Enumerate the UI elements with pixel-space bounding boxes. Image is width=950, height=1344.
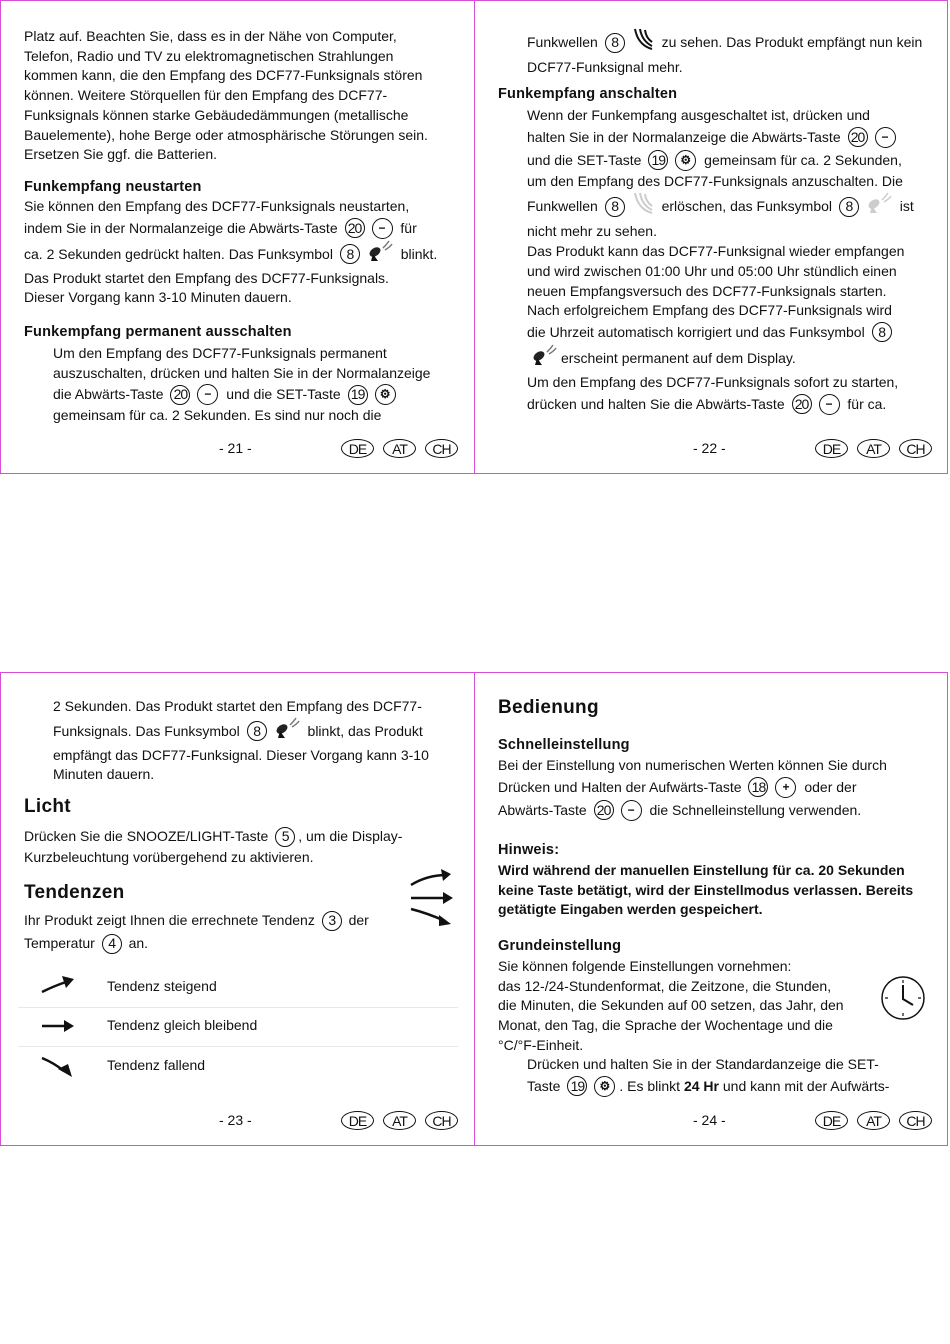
text-line	[527, 106, 937, 126]
text: Bedienung	[498, 697, 599, 718]
callout-number-20: 20	[345, 218, 365, 238]
section-heading	[498, 841, 937, 861]
text: getätigte Eingaben werden gespeichert.	[498, 901, 763, 918]
trend-row-rising	[18, 968, 458, 1008]
text-line	[24, 106, 464, 126]
text: Nach erfolgreichem Empfang des DCF77-Funksignals wird	[527, 302, 892, 319]
text-line	[498, 937, 937, 957]
paragraph	[498, 957, 937, 1056]
trend-falling-icon	[40, 1053, 76, 1079]
country-codes	[341, 439, 458, 458]
text-line	[24, 288, 464, 308]
text: empfängt das DCF77-Funksignal. Dieser Vorgang kann 3-10	[53, 746, 429, 763]
text: , um die Display-	[298, 828, 403, 844]
callout-number-20: 20	[594, 800, 614, 820]
text: Wird während der manuellen Einstellung für ca. 20 Sekunden	[498, 862, 905, 878]
trend-label: Tendenz gleich bleibend	[107, 1017, 258, 1033]
waves-icon	[632, 27, 654, 58]
text-line	[498, 900, 937, 920]
text-line	[498, 861, 937, 881]
manual-page-23	[0, 672, 474, 1146]
antenna-icon	[274, 717, 300, 746]
text: blinkt.	[396, 245, 438, 262]
text: und wird zwischen 01:00 Uhr und 05:00 Uhr stündlich einen	[527, 262, 897, 279]
paragraph	[498, 756, 937, 822]
set-key-icon: ⚙	[594, 1076, 615, 1097]
text-line	[498, 85, 937, 105]
text-line	[527, 58, 937, 78]
country-code-ch: CH	[899, 439, 932, 458]
page-number: - 24 -	[693, 1112, 726, 1128]
callout-number-8: 8	[605, 197, 625, 217]
text-line	[24, 883, 464, 903]
text: Wenn der Funkempfang ausgeschaltet ist, drücken und	[527, 107, 870, 123]
text: DCF77-Funksignal mehr.	[527, 59, 683, 75]
text-line	[527, 172, 937, 192]
text: der	[344, 912, 369, 928]
text: Ersetzen Sie ggf. die Batterien.	[24, 146, 217, 163]
section-title	[498, 698, 937, 718]
callout-number-20: 20	[170, 385, 190, 405]
text-line	[498, 977, 937, 997]
country-codes	[341, 1111, 458, 1130]
callout-number-19: 19	[348, 385, 368, 405]
text: Sie können den Empfang des DCF77-Funksignals neustarten,	[24, 198, 410, 214]
text: Bauelemente), hohe Berge oder atmosphärische Störungen sein.	[24, 126, 428, 143]
bold-text: 24 Hr	[683, 1077, 719, 1094]
section-heading	[498, 736, 937, 756]
text-line	[53, 717, 464, 746]
manual-page-21	[0, 0, 474, 474]
country-code-ch: CH	[899, 1111, 932, 1130]
text-line	[24, 240, 464, 269]
country-code-de: DE	[341, 1111, 374, 1130]
page-footer	[1, 1111, 474, 1131]
text-line	[498, 776, 937, 799]
text-line	[498, 1016, 937, 1036]
text-line	[527, 222, 937, 242]
text: Um den Empfang des DCF77-Funksignals sofort zu starten,	[527, 373, 899, 390]
text: Das Produkt startet den Empfang des DCF77-Funksignals.	[24, 269, 389, 286]
text-line	[24, 197, 464, 217]
paragraph	[527, 1055, 937, 1098]
country-code-de: DE	[341, 439, 374, 458]
plus-key-icon: +	[775, 777, 796, 798]
text: Drücken Sie die SNOOZE/LIGHT-Taste	[24, 828, 273, 844]
text: Temperatur	[24, 935, 99, 951]
section-heading	[24, 323, 464, 343]
text: Drücken und halten Sie in der Standardanzeige die SET-	[527, 1056, 879, 1072]
country-code-at: AT	[857, 439, 890, 458]
callout-number-19: 19	[648, 150, 668, 170]
text: Bei der Einstellung von numerischen Werten können Sie durch	[498, 757, 887, 773]
page-footer	[475, 1111, 947, 1131]
text: und die SET-Taste	[527, 151, 646, 168]
text-line	[527, 1055, 937, 1075]
text-line	[527, 321, 937, 344]
text: blinkt, das Produkt	[303, 722, 423, 739]
text-line	[24, 126, 464, 146]
text-line	[498, 996, 937, 1016]
text-line	[53, 697, 464, 717]
text-line	[53, 406, 464, 426]
minus-key-icon: −	[875, 127, 896, 148]
text: °C/°F-Einheit.	[498, 1036, 584, 1053]
text: Dieser Vorgang kann 3-10 Minuten dauern.	[24, 289, 292, 306]
text: Kurzbeleuchtung vorübergehend zu aktivieren.	[24, 849, 314, 865]
text-line	[24, 323, 464, 343]
text: gemeinsam für ca. 2 Sekunden,	[700, 151, 902, 168]
paragraph	[24, 825, 464, 868]
section-title	[24, 797, 464, 817]
page-footer	[475, 439, 947, 459]
text: Drücken und Halten der Aufwärts-Taste	[498, 778, 746, 795]
text: halten Sie in der Normalanzeige die Abwärts-Taste	[527, 128, 845, 145]
text-line	[498, 799, 937, 822]
text: Um den Empfang des DCF77-Funksignals permanent	[53, 345, 387, 361]
text: die Uhrzeit automatisch korrigiert und das Funksymbol	[527, 323, 869, 340]
clock-icon	[880, 975, 926, 1021]
text-line	[527, 126, 937, 149]
antenna-icon	[531, 344, 557, 373]
text: nicht mehr zu sehen.	[527, 223, 657, 240]
text-line	[498, 957, 937, 977]
country-code-ch: CH	[425, 439, 458, 458]
section-heading	[24, 178, 464, 198]
set-key-icon: ⚙	[675, 150, 696, 171]
trend-row-falling	[18, 1047, 458, 1086]
trend-label: Tendenz steigend	[107, 978, 217, 994]
text: Funkwellen	[527, 34, 602, 50]
callout-number-18: 18	[748, 777, 768, 797]
section-title	[24, 883, 464, 903]
callout-number-4: 4	[102, 934, 122, 954]
text: auszuschalten, drücken und halten Sie in der Normalanzeige	[53, 364, 431, 381]
set-key-icon: ⚙	[375, 384, 396, 405]
text: drücken und halten Sie die Abwärts-Taste	[527, 395, 789, 412]
text: an.	[124, 935, 149, 951]
minus-key-icon: −	[819, 394, 840, 415]
text-line	[53, 344, 464, 364]
text-line	[53, 364, 464, 384]
text: gemeinsam für ca. 2 Sekunden. Es sind nur noch die	[53, 407, 382, 424]
section-heading	[498, 85, 937, 105]
text-line	[527, 282, 937, 302]
text: kommen kann, die den Empfang des DCF77-Funksignals stören	[24, 67, 423, 84]
text: Taste	[527, 1077, 565, 1094]
paragraph	[527, 27, 937, 78]
text-line	[498, 698, 937, 718]
text: Tendenzen	[24, 882, 125, 903]
manual-page-24	[474, 672, 948, 1146]
text: . Es blinkt	[619, 1077, 684, 1094]
text-line	[527, 373, 937, 393]
text-line	[24, 848, 464, 868]
text: Funkempfang permanent ausschalten	[24, 324, 292, 340]
note-text	[498, 861, 937, 920]
text: Licht	[24, 796, 71, 817]
text: Schnelleinstellung	[498, 737, 630, 753]
page-number: - 21 -	[219, 440, 252, 456]
text: Das Produkt kann das DCF77-Funksignal wieder empfangen	[527, 243, 905, 260]
trend-row-steady	[18, 1007, 458, 1047]
country-code-at: AT	[857, 1111, 890, 1130]
text: zu sehen. Das Produkt empfängt nun kein	[657, 34, 923, 50]
text: keine Taste betätigt, wird der Einstellmodus verlassen. Bereits	[498, 881, 914, 898]
text-line	[24, 178, 464, 198]
text: ca. 2 Sekunden gedrückt halten. Das Funksymbol	[24, 245, 337, 262]
text: die Schnelleinstellung verwenden.	[645, 801, 862, 818]
minus-key-icon: −	[197, 384, 218, 405]
country-code-de: DE	[815, 1111, 848, 1130]
text-line	[24, 217, 464, 240]
antenna-off-icon	[866, 192, 892, 221]
text-line	[527, 262, 937, 282]
callout-number-8: 8	[340, 244, 360, 264]
text: Abwärts-Taste	[498, 801, 591, 818]
paragraph	[24, 27, 464, 165]
paragraph	[53, 344, 464, 426]
text: Funkempfang neustarten	[24, 179, 202, 195]
text-line	[527, 149, 937, 172]
paragraph	[24, 197, 464, 308]
callout-number-5: 5	[275, 827, 295, 847]
page-number: - 23 -	[219, 1112, 252, 1128]
trend-rising-icon	[40, 974, 76, 998]
text-line	[24, 145, 464, 165]
country-code-ch: CH	[425, 1111, 458, 1130]
text: Telefon, Radio und TV zu elektromagnetischen Strahlungen	[24, 47, 394, 64]
trend-label: Tendenz fallend	[107, 1057, 206, 1073]
text: Funksignals. Das Funksymbol	[53, 722, 244, 739]
country-code-de: DE	[815, 439, 848, 458]
minus-key-icon: −	[372, 218, 393, 239]
minus-key-icon: −	[621, 800, 642, 821]
text: 2 Sekunden. Das Produkt startet den Empfang des DCF77-	[53, 698, 422, 714]
text: Funksignals können starke Gebäudedämmungen (metallische	[24, 106, 409, 123]
text: die Abwärts-Taste	[53, 386, 168, 403]
text-line	[527, 191, 937, 222]
text: erlöschen, das Funksymbol	[657, 198, 836, 215]
text-line	[527, 27, 937, 58]
text-line	[53, 746, 464, 766]
text-line	[527, 344, 937, 373]
text-line	[24, 909, 464, 932]
text: können. Weitere Störquellen für den Empfang des DCF77-	[24, 87, 388, 104]
text: neuen Empfangsversuch des DCF77-Funksignals starten.	[527, 282, 887, 299]
callout-number-8: 8	[872, 322, 892, 342]
trend-steady-icon	[40, 1013, 76, 1037]
text-line	[24, 269, 464, 289]
page-number: - 22 -	[693, 440, 726, 456]
text: Funkempfang anschalten	[498, 86, 678, 102]
country-code-at: AT	[383, 439, 416, 458]
trend-arrows-icon	[407, 869, 455, 927]
text-line	[498, 756, 937, 776]
text: und die SET-Taste	[222, 386, 345, 403]
country-codes	[815, 439, 932, 458]
waves-off-icon	[632, 191, 654, 222]
text-line	[527, 1075, 937, 1098]
callout-number-8: 8	[605, 33, 625, 53]
callout-number-20: 20	[792, 394, 812, 414]
callout-number-3: 3	[322, 911, 342, 931]
text: und kann mit der Aufwärts-	[718, 1077, 890, 1094]
country-codes	[815, 1111, 932, 1130]
text-line	[24, 86, 464, 106]
text: um den Empfang des DCF77-Funksignals anzuschalten. Die	[527, 172, 903, 189]
text: Platz auf. Beachten Sie, dass es in der Nähe von Computer,	[24, 28, 397, 44]
text-line	[527, 242, 937, 262]
text-line	[24, 797, 464, 817]
text: Minuten dauern.	[53, 766, 155, 783]
page-footer	[1, 439, 474, 459]
callout-number-8: 8	[247, 721, 267, 741]
paragraph	[53, 697, 464, 785]
text-line	[24, 66, 464, 86]
text: ist	[895, 198, 914, 215]
text: Ihr Produkt zeigt Ihnen die errechnete Tendenz	[24, 912, 319, 928]
text-line	[24, 47, 464, 67]
text: Hinweis:	[498, 842, 560, 858]
text: oder der	[800, 778, 857, 795]
text-line	[24, 27, 464, 47]
manual-page-22	[474, 0, 948, 474]
country-code-at: AT	[383, 1111, 416, 1130]
callout-number-20: 20	[848, 127, 868, 147]
text-line	[53, 383, 464, 406]
text: indem Sie in der Normalanzeige die Abwärts-Taste	[24, 219, 342, 236]
text-line	[24, 932, 464, 955]
callout-number-8: 8	[839, 197, 859, 217]
text: erscheint permanent auf dem Display.	[561, 349, 796, 366]
text-line	[498, 736, 937, 756]
paragraph	[527, 106, 937, 416]
text-line	[498, 881, 937, 901]
paragraph	[24, 909, 464, 955]
text: Monat, den Tag, die Sprache der Wochentage und die	[498, 1017, 833, 1034]
text: das 12-/24-Stundenformat, die Zeitzone, die Stunden,	[498, 977, 832, 994]
text: Grundeinstellung	[498, 938, 622, 954]
section-heading	[498, 937, 937, 957]
antenna-icon	[367, 240, 393, 269]
text-line	[53, 765, 464, 785]
text-line	[498, 841, 937, 861]
text: für ca.	[843, 395, 887, 412]
text: die Minuten, die Sekunden auf 00 setzen, das Jahr, den	[498, 997, 844, 1014]
text-line	[498, 1036, 937, 1056]
text-line	[24, 825, 464, 848]
text: Sie können folgende Einstellungen vornehmen:	[498, 958, 792, 974]
callout-number-19: 19	[567, 1076, 587, 1096]
text-line	[527, 301, 937, 321]
text-line	[527, 393, 937, 416]
text: für	[396, 219, 417, 236]
text: Funkwellen	[527, 198, 602, 215]
